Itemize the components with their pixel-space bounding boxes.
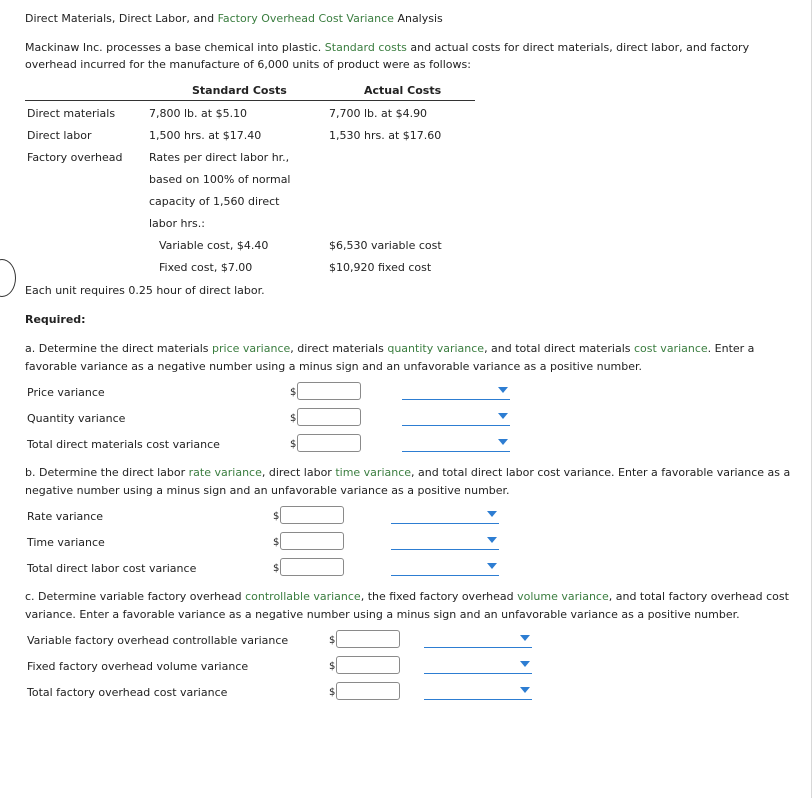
standard-costs-header: Standard Costs xyxy=(192,84,287,97)
currency-symbol: $ xyxy=(290,439,297,450)
variable-cost-standard: Variable cost, $4.40 xyxy=(159,239,269,252)
currency-symbol: $ xyxy=(273,511,280,522)
part-c-instructions: c. Determine variable factory overhead controllable variance, the fixed factory overhead volume variance, and total factory overhead cost variance. Enter a favorable variance as a negative number using a minus sign and an unfavorable variance as a positive number. xyxy=(25,590,789,621)
controllable-variance-input[interactable] xyxy=(336,630,400,648)
triangle-down-icon xyxy=(520,687,530,693)
volume-variance-link[interactable]: volume variance xyxy=(517,590,609,603)
cost-variance-link[interactable]: cost variance xyxy=(633,342,708,355)
price-variance-dropdown[interactable] xyxy=(402,384,510,400)
overhead-standard-line: capacity of 1,560 direct xyxy=(149,195,280,208)
quantity-variance-input[interactable] xyxy=(297,408,361,426)
overhead-standard-line: labor hrs.: xyxy=(149,217,205,230)
table-header-divider xyxy=(25,100,475,101)
volume-variance-input[interactable] xyxy=(336,656,400,674)
rate-variance-link[interactable]: rate variance xyxy=(188,466,262,479)
price-variance-link[interactable]: price variance xyxy=(212,342,291,355)
volume-variance-label: Fixed factory overhead volume variance xyxy=(27,660,249,673)
triangle-down-icon xyxy=(498,387,508,393)
direct-materials-actual: 7,700 lb. at $4.90 xyxy=(329,107,428,120)
direct-labor-standard: 1,500 hrs. at $17.40 xyxy=(149,129,262,142)
currency-symbol: $ xyxy=(273,563,280,574)
variable-cost-actual: $6,530 variable cost xyxy=(329,239,442,252)
direct-labor-label: Direct labor xyxy=(27,129,92,142)
direct-materials-label: Direct materials xyxy=(27,107,116,120)
time-variance-input[interactable] xyxy=(280,532,344,550)
total-labor-variance-label: Total direct labor cost variance xyxy=(27,562,197,575)
total-materials-variance-dropdown[interactable] xyxy=(402,436,510,452)
total-materials-variance-label: Total direct materials cost variance xyxy=(27,438,220,451)
triangle-down-icon xyxy=(487,537,497,543)
currency-symbol: $ xyxy=(329,661,336,672)
direct-labor-actual: 1,530 hrs. at $17.60 xyxy=(329,129,442,142)
rate-variance-dropdown[interactable] xyxy=(391,508,499,524)
triangle-down-icon xyxy=(487,563,497,569)
direct-materials-standard: 7,800 lb. at $5.10 xyxy=(149,107,248,120)
currency-symbol: $ xyxy=(273,537,280,548)
currency-symbol: $ xyxy=(329,635,336,646)
overhead-standard-line: Rates per direct labor hr., xyxy=(149,151,290,164)
part-a-instructions: a. Determine the direct materials price variance, direct materials quantity variance, and total direct materials cost variance. Enter a favorable variance as a negative number using a minus sign and an unfavorable variance as a positive number. xyxy=(25,342,755,373)
total-materials-variance-input[interactable] xyxy=(297,434,361,452)
quantity-variance-dropdown[interactable] xyxy=(402,410,510,426)
rate-variance-input[interactable] xyxy=(280,506,344,524)
title-text-end: Analysis xyxy=(393,12,443,25)
quantity-variance-label: Quantity variance xyxy=(27,412,126,425)
currency-symbol: $ xyxy=(290,387,297,398)
overhead-standard-line: based on 100% of normal xyxy=(149,173,291,186)
triangle-down-icon xyxy=(520,635,530,641)
unit-note: Each unit requires 0.25 hour of direct labor. xyxy=(25,284,265,297)
triangle-down-icon xyxy=(498,439,508,445)
standard-costs-link[interactable]: Standard costs xyxy=(324,41,407,54)
total-overhead-variance-dropdown[interactable] xyxy=(424,684,532,700)
side-circle-icon xyxy=(0,259,16,297)
actual-costs-header: Actual Costs xyxy=(364,84,442,97)
time-variance-label: Time variance xyxy=(27,536,105,549)
currency-symbol: $ xyxy=(329,687,336,698)
page-title xyxy=(25,12,443,25)
quantity-variance-link[interactable]: quantity variance xyxy=(387,342,485,355)
fixed-cost-actual: $10,920 fixed cost xyxy=(329,261,432,274)
currency-symbol: $ xyxy=(290,413,297,424)
time-variance-dropdown[interactable] xyxy=(391,534,499,550)
required-heading: Required: xyxy=(25,313,86,326)
total-labor-variance-dropdown[interactable] xyxy=(391,560,499,576)
triangle-down-icon xyxy=(498,413,508,419)
part-b-instructions: b. Determine the direct labor rate variance, direct labor time variance, and total direct labor cost variance. Enter a favorable variance as a negative number using a minus sign and an unfavorable variance as a positive number. xyxy=(25,466,791,497)
fixed-cost-standard: Fixed cost, $7.00 xyxy=(159,261,253,274)
rate-variance-label: Rate variance xyxy=(27,510,104,523)
triangle-down-icon xyxy=(520,661,530,667)
total-overhead-variance-input[interactable] xyxy=(336,682,400,700)
price-variance-input[interactable] xyxy=(297,382,361,400)
controllable-variance-label: Variable factory overhead controllable variance xyxy=(27,634,289,647)
total-labor-variance-input[interactable] xyxy=(280,558,344,576)
controllable-variance-link[interactable]: controllable variance xyxy=(245,590,361,603)
title-glossary-link[interactable]: Factory Overhead Cost Variance xyxy=(217,12,394,25)
volume-variance-dropdown[interactable] xyxy=(424,658,532,674)
title-text: Direct Materials, Direct Labor, and xyxy=(25,12,218,25)
controllable-variance-dropdown[interactable] xyxy=(424,632,532,648)
total-overhead-variance-label: Total factory overhead cost variance xyxy=(27,686,228,699)
price-variance-label: Price variance xyxy=(27,386,105,399)
factory-overhead-label: Factory overhead xyxy=(27,151,123,164)
intro-paragraph: Mackinaw Inc. processes a base chemical into plastic. Standard costs and actual costs for direct materials, direct labor, and factory overhead incurred for the manufacture of 6,000 units of product were as follows: xyxy=(25,41,750,71)
triangle-down-icon xyxy=(487,511,497,517)
time-variance-link[interactable]: time variance xyxy=(335,466,412,479)
